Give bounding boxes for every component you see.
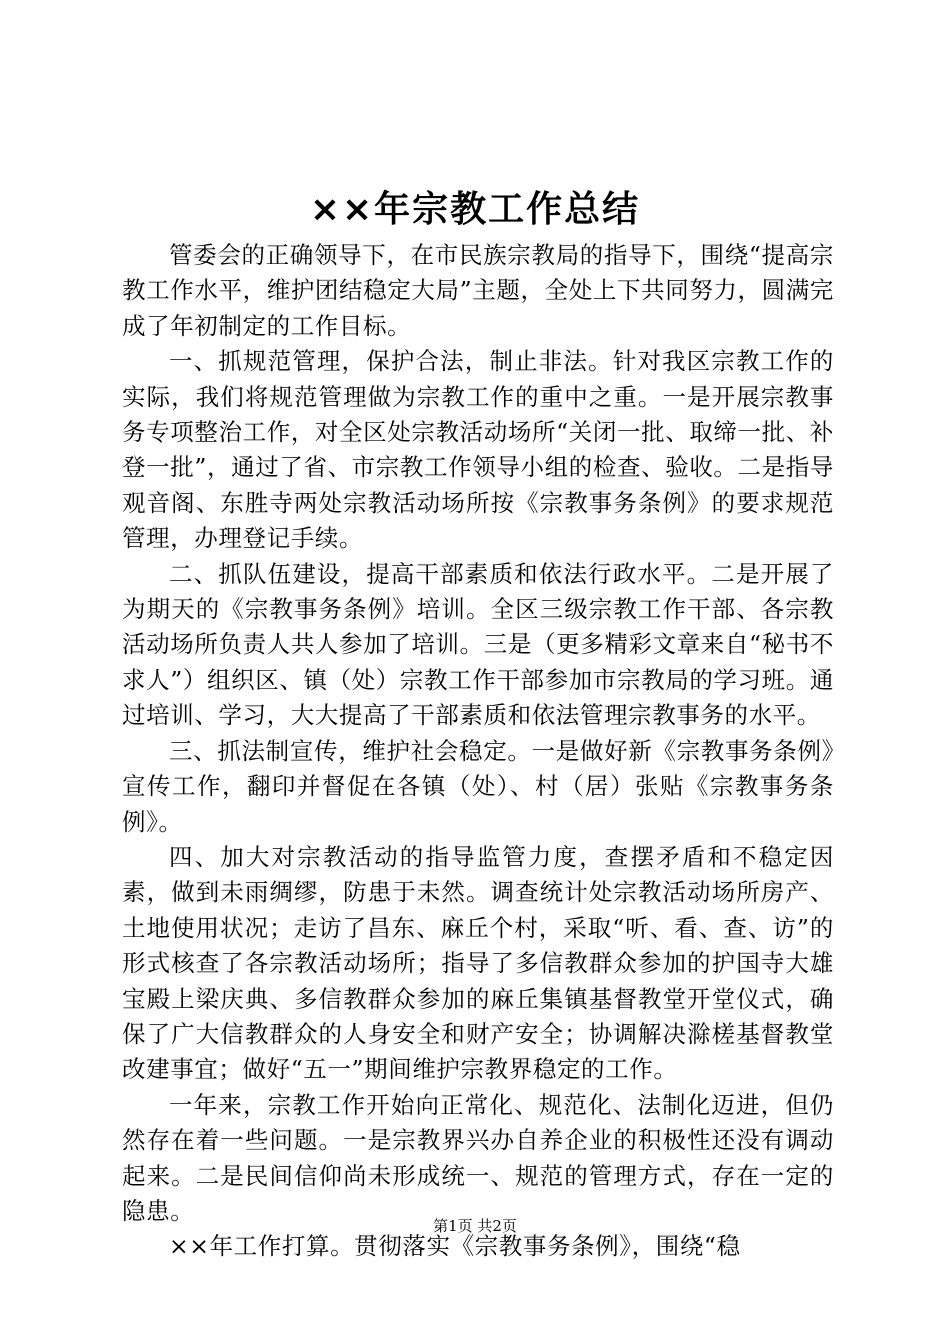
document-title: ××年宗教工作总结 <box>309 189 641 230</box>
document-body <box>122 238 834 1265</box>
page-number-footer: 第1页 共2页 <box>433 1217 517 1235</box>
paragraph-section-2: 二、抓队伍建设，提高干部素质和依法行政水平。二是开展了为期天的《宗教事务条例》培训。全区三级宗教工作干部、各宗教活动场所负责人共人参加了培训。三是（更多精彩文章来自“秘书不求人”）组织区、镇（处）宗教工作干部参加市宗教局的学习班。通过培训、学习，大大提高了干部素质和依法管理宗教事务的水平。 <box>122 559 834 730</box>
paragraph-section-3: 三、抓法制宣传，维护社会稳定。一是做好新《宗教事务条例》宣传工作，翻印并督促在各镇（处）、村（居）张贴《宗教事务条例》。 <box>122 736 834 836</box>
paragraph-plan: ××年工作打算。贯彻落实《宗教事务条例》，围绕“稳 <box>169 1232 741 1261</box>
paragraph-summary: 一年来，宗教工作开始向正常化、规范化、法制化迈进，但仍然存在着一些问题。一是宗教界兴办自养企业的积极性还没有调动起来。二是民间信仰尚未形成统一、规范的管理方式，存在一定的隐患。 <box>122 1090 834 1225</box>
paragraph-section-4: 四、加大对宗教活动的指导监管力度，查摆矛盾和不稳定因素，做到未雨绸缪，防患于未然。调查统计处宗教活动场所房产、土地使用状况；走访了昌东、麻丘个村，采取“听、看、查、访”的形式核查了各宗教活动场所；指导了多信教群众参加的护国寺大雄宝殿上梁庆典、多信教群众参加的麻丘集镇基督教堂开堂仪式，确保了广大信教群众的人身安全和财产安全；协调解决滁槎基督教堂改建事宜；做好“五一”期间维护宗教界稳定的工作。 <box>122 842 834 1084</box>
paragraph-intro: 管委会的正确领导下，在市民族宗教局的指导下，围绕“提高宗教工作水平，维护团结稳定大局”主题，全处上下共同努力，圆满完成了年初制定的工作目标。 <box>122 241 834 340</box>
paragraph-section-1: 一、抓规范管理，保护合法，制止非法。针对我区宗教工作的实际，我们将规范管理做为宗教工作的重中之重。一是开展宗教事务专项整治工作，对全区处宗教活动场所“关闭一批、取缔一批、补登一批”，通过了省、市宗教工作领导小组的检查、验收。二是指导观音阁、东胜寺两处宗教活动场所按《宗教事务条例》的要求规范管理，办理登记手续。 <box>122 347 834 553</box>
